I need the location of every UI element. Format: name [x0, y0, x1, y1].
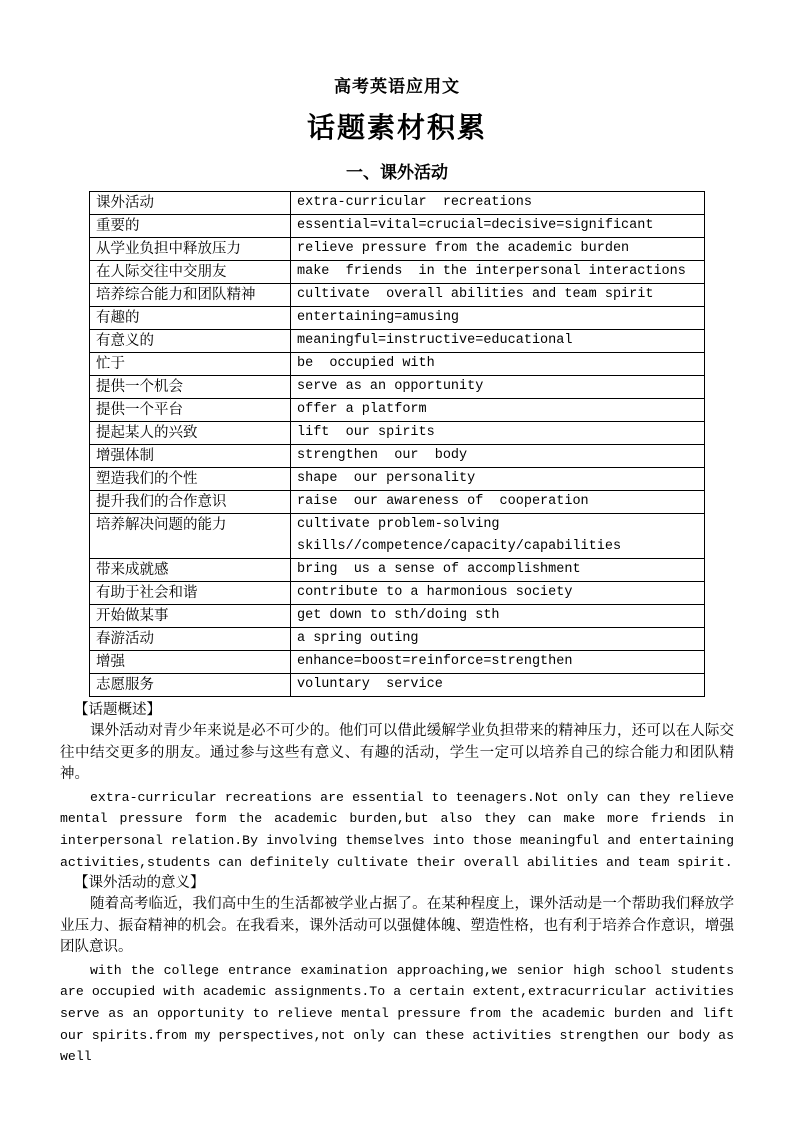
english-term-cell: lift our spirits [291, 422, 705, 445]
chinese-term-cell: 有助于社会和谐 [90, 582, 291, 605]
overview-chinese-paragraph: 课外活动对青少年来说是必不可少的。他们可以借此缓解学业负担带来的精神压力，还可以在人际交往中结交更多的朋友。通过参与这些有意义、有趣的活动，学生一定可以培养自己的综合能力和团队精神。 [60, 723, 734, 782]
chinese-term-cell: 塑造我们的个性 [90, 468, 291, 491]
significance-section [60, 872, 734, 1068]
table-row [90, 559, 705, 582]
table-row [90, 376, 705, 399]
english-term-cell: cultivate problem-solving skills//competence/capacity/capabilities [291, 514, 705, 559]
document-title: 高考英语应用文 [334, 77, 460, 97]
section-title: 一、课外活动 [346, 163, 448, 183]
overview-heading: 【话题概述】 [74, 702, 161, 718]
table-row [90, 192, 705, 215]
chinese-term-cell: 开始做某事 [90, 605, 291, 628]
overview-english-paragraph: extra-curricular recreations are essential to teenagers.Not only can they relieve mental pressure form the academic burden,but also they can make more friends in interpersonal relation.By involving themselves into those meaningful and entertaining activities,students can definitely cultivate their overall abilities and team spirit. [60, 789, 734, 870]
table-row [90, 330, 705, 353]
table-row [90, 445, 705, 468]
chinese-term-cell: 有趣的 [90, 307, 291, 330]
chinese-term-cell: 重要的 [90, 215, 291, 238]
table-row [90, 399, 705, 422]
table-row [90, 261, 705, 284]
table-row [90, 238, 705, 261]
chinese-term-cell: 从学业负担中释放压力 [90, 238, 291, 261]
english-term-cell: cultivate overall abilities and team spirit [291, 284, 705, 307]
english-term-cell: get down to sth/doing sth [291, 605, 705, 628]
english-term-cell: be occupied with [291, 353, 705, 376]
vocabulary-table [89, 191, 705, 697]
english-term-cell: contribute to a harmonious society [291, 582, 705, 605]
english-term-cell: shape our personality [291, 468, 705, 491]
english-term-cell: make friends in the interpersonal interactions [291, 261, 705, 284]
significance-english-paragraph: with the college entrance examination approaching,we senior high school students are occupied with academic assignments.To a certain extent,extracurricular activities serve as an opportunity to relieve mental pressure from the academic burden and lift our spirits.from my perspectives,not only can these activities strengthen our body as well [60, 962, 734, 1065]
significance-heading: 【课外活动的意义】 [74, 875, 205, 891]
english-term-cell: a spring outing [291, 628, 705, 651]
chinese-term-cell: 忙于 [90, 353, 291, 376]
english-term-cell: voluntary service [291, 674, 705, 697]
table-row [90, 651, 705, 674]
chinese-term-cell: 有意义的 [90, 330, 291, 353]
chinese-term-cell: 课外活动 [90, 192, 291, 215]
english-term-cell: enhance=boost=reinforce=strengthen [291, 651, 705, 674]
chinese-term-cell: 培养解决问题的能力 [90, 514, 291, 559]
table-row [90, 674, 705, 697]
table-row [90, 514, 705, 559]
chinese-term-cell: 带来成就感 [90, 559, 291, 582]
table-row [90, 628, 705, 651]
chinese-term-cell: 培养综合能力和团队精神 [90, 284, 291, 307]
table-row [90, 353, 705, 376]
overview-section [60, 699, 734, 873]
english-term-cell: entertaining=amusing [291, 307, 705, 330]
table-row [90, 422, 705, 445]
chinese-term-cell: 提供一个机会 [90, 376, 291, 399]
table-row [90, 605, 705, 628]
english-term-cell: extra-curricular recreations [291, 192, 705, 215]
english-term-cell: raise our awareness of cooperation [291, 491, 705, 514]
document-subtitle: 话题素材积累 [306, 111, 487, 144]
chinese-term-cell: 春游活动 [90, 628, 291, 651]
table-row [90, 491, 705, 514]
english-term-cell: offer a platform [291, 399, 705, 422]
english-term-cell: relieve pressure from the academic burden [291, 238, 705, 261]
chinese-term-cell: 提供一个平台 [90, 399, 291, 422]
english-term-cell: serve as an opportunity [291, 376, 705, 399]
english-term-cell: meaningful=instructive=educational [291, 330, 705, 353]
english-term-cell: bring us a sense of accomplishment [291, 559, 705, 582]
english-term-cell: strengthen our body [291, 445, 705, 468]
chinese-term-cell: 增强 [90, 651, 291, 674]
table-row [90, 284, 705, 307]
english-term-cell: essential=vital=crucial=decisive=significant [291, 215, 705, 238]
chinese-term-cell: 在人际交往中交朋友 [90, 261, 291, 284]
chinese-term-cell: 提起某人的兴致 [90, 422, 291, 445]
table-row [90, 307, 705, 330]
significance-chinese-paragraph: 随着高考临近，我们高中生的生活都被学业占据了。在某种程度上，课外活动是一个帮助我们释放学业压力、振奋精神的机会。在我看来，课外活动可以强健体魄、塑造性格，也有利于培养合作意识，增强团队意识。 [60, 896, 734, 955]
table-row [90, 582, 705, 605]
chinese-term-cell: 增强体制 [90, 445, 291, 468]
chinese-term-cell: 提升我们的合作意识 [90, 491, 291, 514]
table-row [90, 215, 705, 238]
chinese-term-cell: 志愿服务 [90, 674, 291, 697]
table-row [90, 468, 705, 491]
